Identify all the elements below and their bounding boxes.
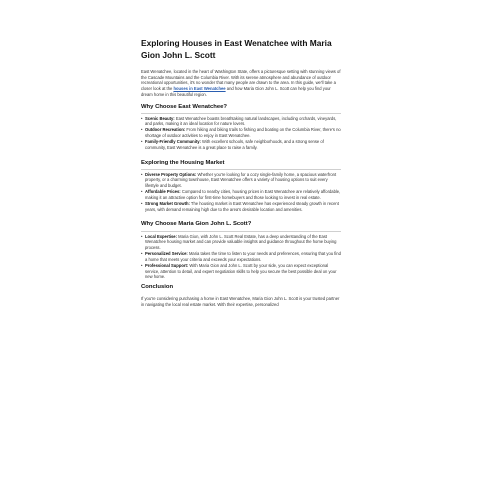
item-text: From hiking and biking trails to fishing and boating on the Columbia River, there's no shortage of outdoor activities to enjoy in East Wenatchee.: [145, 127, 341, 139]
divider: [141, 113, 341, 114]
list-item: [141, 201, 341, 212]
item-label: Scenic Beauty:: [145, 115, 175, 121]
bullet-icon: •: [141, 115, 143, 121]
bullet-icon: •: [141, 251, 143, 256]
list-item: [141, 172, 341, 189]
article-title: Exploring Houses in East Wenatchee with Maria Gion John L. Scott: [141, 38, 332, 60]
section-heading: Why Choose Maria Gion John L. Scott?: [141, 221, 252, 228]
list-item: [141, 263, 341, 280]
list-item: [141, 127, 341, 138]
item-text: The housing market in East Wenatchee has experienced steady growth in recent years, with demand remaining high due to the area's desirable location and amenities.: [145, 201, 339, 212]
bullet-icon: •: [141, 171, 143, 177]
conclusion-paragraph: If you're considering purchasing a home in East Wenatchee, Maria Gion John L. Scott is your trusted partner in navigating the local real estate market. With their expertise, personalized: [141, 295, 340, 307]
item-label: Personalized Service:: [145, 251, 188, 256]
list-item: [141, 139, 341, 150]
list-item: [141, 234, 341, 251]
divider: [141, 169, 341, 170]
bullet-icon: •: [141, 127, 143, 133]
section-heading: Why Choose East Wenatchee?: [141, 103, 227, 110]
section-heading: Exploring the Housing Market: [141, 159, 225, 166]
list-item: [141, 116, 341, 127]
bullet-icon: •: [141, 233, 143, 239]
bullet-list: [141, 172, 341, 213]
bullet-list: [141, 116, 341, 151]
item-label: Affordable Prices:: [145, 189, 181, 195]
bullet-icon: •: [141, 262, 143, 268]
intro-paragraph: [141, 69, 341, 98]
item-text: Maria takes the time to listen to your needs and preferences, ensuring that you find a home that meets your criteria and exceeds your expectations.: [145, 251, 341, 262]
divider: [141, 231, 341, 232]
bullet-list: [141, 234, 341, 280]
item-text: Whether you're looking for a cozy single-family home, a spacious waterfront property, or a charming townhouse, East Wenatchee offers a variety of housing options to suit every lifestyle and budget.: [145, 171, 337, 189]
bullet-icon: •: [141, 189, 143, 195]
houses-in-east-wenatchee-link[interactable]: houses in East Wenatchee: [173, 86, 226, 92]
item-text: With excellent schools, safe neighborhoods, and a strong sense of community, East Wenatchee is a great place to raise a family.: [145, 139, 324, 150]
intro-text-start: East Wenatchee, located in the heart of Washington State, offers a picturesque setting with stunning views of the Cascade Mountains and the Columbia River. With its serene atmosphere and abundance of outdoor recreational opportunities, it's no wonder that many people are drawn to the area. In this guide, we'll take a closer look at the: [141, 69, 341, 92]
section-why-choose-maria-gion: [141, 221, 341, 280]
item-label: Family-Friendly Community:: [145, 139, 201, 145]
bullet-icon: •: [141, 139, 143, 145]
intro-text-end: and how Maria Gion John L. Scott can help you find your dream home in this beautiful region.: [141, 86, 331, 97]
section-why-choose-east-wenatchee: [141, 104, 341, 151]
item-label: Outdoor Recreation:: [145, 127, 186, 133]
item-label: Local Expertise:: [145, 233, 177, 239]
section-housing-market: [141, 160, 341, 213]
item-label: Diverse Property Options:: [145, 171, 197, 177]
list-item: [141, 251, 341, 262]
item-label: Strong Market Growth:: [145, 201, 190, 206]
article: [141, 38, 341, 312]
item-label: Professional Support:: [145, 262, 189, 268]
conclusion-heading: Conclusion: [141, 283, 174, 290]
item-text: With Maria Gion and John L. Scott by your side, you can expect exceptional service, attention to detail, and expert negotiation skills to help you secure the best possible deal on your new home.: [145, 262, 337, 280]
item-text: Maria Gion, with John L. Scott Real Estate, has a deep understanding of the East Wenatchee housing market and can provide valuable insights and guidance throughout the home buying process.: [145, 233, 337, 250]
list-item: [141, 189, 341, 200]
bullet-icon: •: [141, 201, 143, 206]
item-text: East Wenatchee boasts breathtaking natural landscapes, including orchards, vineyards, and parks, making it an ideal location for nature lovers.: [145, 115, 337, 127]
item-text: Compared to nearby cities, housing prices in East Wenatchee are relatively affordable, making it an attractive option for first-time homebuyers and those looking to invest in real estate.: [145, 189, 341, 200]
